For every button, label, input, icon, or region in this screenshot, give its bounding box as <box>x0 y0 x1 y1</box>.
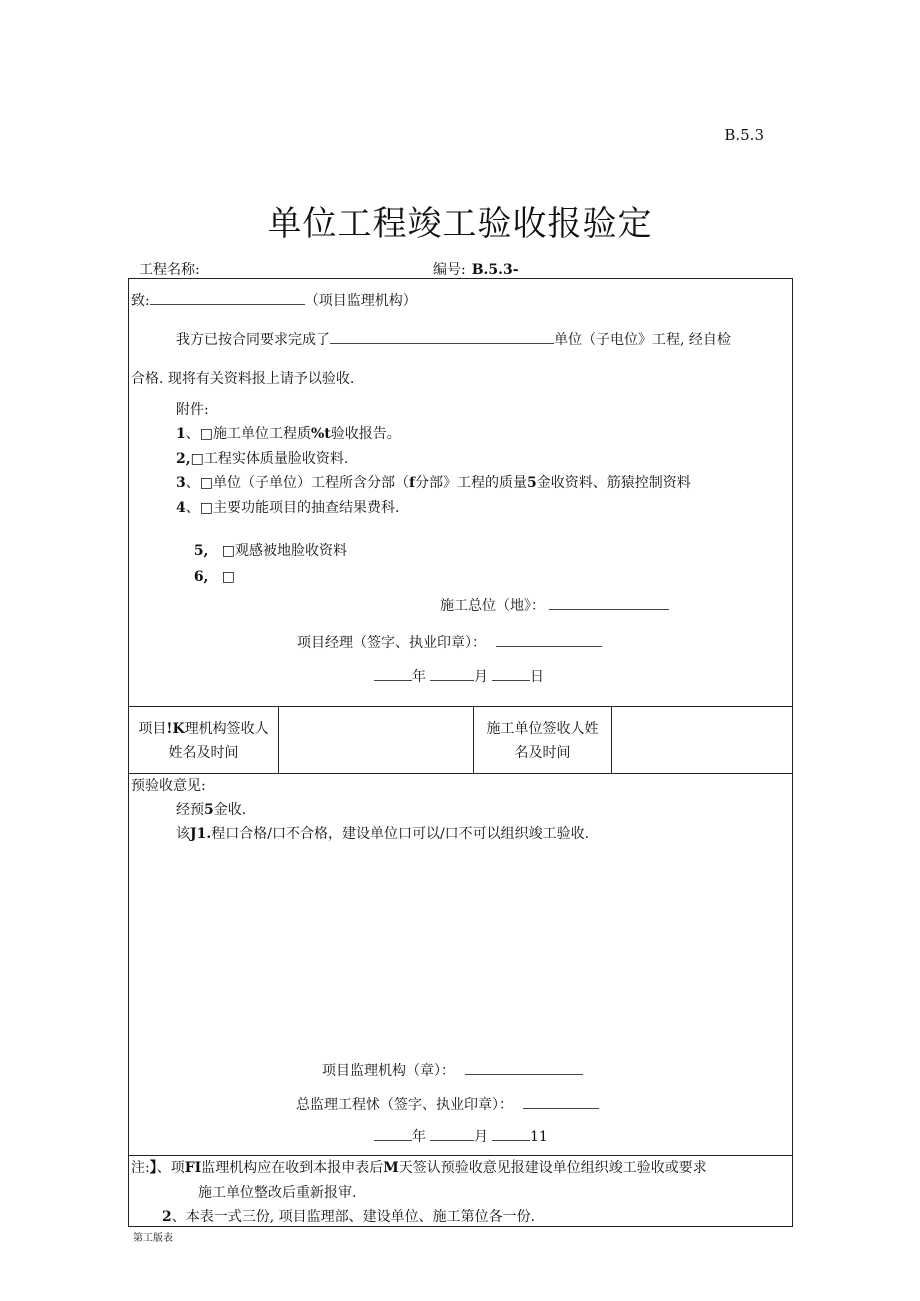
opinion-text: 程口合格/口不合格，建设单位口可以/口不可以组织竣工验收. <box>211 826 590 842</box>
contractor-blank <box>549 597 669 610</box>
attachment-num: 5, <box>193 543 209 559</box>
note-1 <box>131 1159 707 1177</box>
note-num: 】 <box>149 1160 157 1176</box>
body-line-2: 合格. 现将有关资料报上请予以验收. <box>131 371 355 387</box>
attachment-text: □ <box>208 569 236 585</box>
org-label: 项目监理机构（章）： <box>322 1063 455 1079</box>
opinion-text: 5 <box>204 802 214 818</box>
opinion-text: J1. <box>190 826 212 842</box>
day-blank <box>492 1128 530 1141</box>
body-suffix: 单位（子电位》工程, 经自检 <box>554 332 731 348</box>
opinion-text: 金收. <box>213 802 247 818</box>
attachment-num: 1 <box>176 426 186 442</box>
attachments-label: 附件: <box>176 402 209 418</box>
note-text: 、项 <box>156 1160 185 1176</box>
attachment-tail: 分部》工程的质量 <box>415 475 528 491</box>
attachment-item <box>176 425 401 443</box>
opinion-label: 预验收意见: <box>131 778 206 794</box>
opinion-text: 该 <box>176 826 190 842</box>
attachment-text: □工程实体质量脸收资料. <box>190 451 349 467</box>
chief-blank <box>523 1096 599 1109</box>
signoff-text: 名及时间 <box>514 745 571 761</box>
to-label: 致: <box>131 293 150 309</box>
date-month: 月 <box>474 1129 488 1145</box>
contractor-signoff-label <box>474 717 611 765</box>
body-line-1 <box>176 331 731 349</box>
contractor-label: 施工总位（地》： <box>440 598 545 614</box>
manager-line <box>297 634 602 652</box>
attachment-text: □观感被地脸收资料 <box>208 543 348 559</box>
signoff-text: !K <box>166 721 185 737</box>
date-day: 11 <box>530 1129 548 1145</box>
to-blank <box>150 292 305 305</box>
attachment-item <box>176 450 348 468</box>
submission-date <box>374 668 544 686</box>
notes-label: 注: <box>131 1160 150 1176</box>
year-blank <box>374 1128 412 1141</box>
attachment-sep: 、 <box>185 500 200 516</box>
date-year: 年 <box>412 669 426 685</box>
divider <box>129 706 792 707</box>
contractor-line <box>440 597 669 615</box>
date-day: 日 <box>530 669 544 685</box>
page-title: 单位工程竣工验收报验定 <box>267 204 653 244</box>
contractor-signoff-value[interactable] <box>612 717 792 765</box>
signoff-text: 姓名及时间 <box>168 745 239 761</box>
supervisor-signoff-value[interactable] <box>279 717 473 765</box>
manager-label: 项目经理（签字、执业印章）： <box>297 635 486 651</box>
day-blank <box>492 668 530 681</box>
note-2 <box>162 1208 535 1226</box>
signoff-text: 理机构签收人 <box>184 721 269 737</box>
attachment-sep: 、 <box>185 426 200 442</box>
attachment-tail: 验收报告。 <box>330 426 401 442</box>
note-text: 天签认预验收意见报建设单位组织竣工验收或要求 <box>398 1160 707 1176</box>
opinion-text: 经预 <box>176 802 204 818</box>
year-blank <box>374 668 412 681</box>
note-num: 2 <box>162 1209 172 1225</box>
divider <box>129 1155 792 1156</box>
org-line <box>322 1062 583 1080</box>
note-text: M <box>383 1160 399 1176</box>
note-text: 监理机构应在收到本报申表后 <box>201 1160 384 1176</box>
attachment-item <box>176 499 399 517</box>
attachment-num: 3 <box>176 475 186 491</box>
form-table <box>128 278 793 1227</box>
attachment-sep: 、 <box>185 475 200 491</box>
unit-blank <box>330 331 554 344</box>
date-year: 年 <box>412 1129 426 1145</box>
signoff-text: 项目 <box>138 721 167 737</box>
footer-text: 第工版表 <box>133 1233 173 1244</box>
attachment-item <box>176 474 691 492</box>
month-blank <box>430 1128 474 1141</box>
attachment-bold: f <box>408 475 416 491</box>
body-prefix: 我方已按合同要求完成了 <box>176 332 330 348</box>
manager-blank <box>496 634 602 647</box>
preinspection-date <box>374 1128 548 1146</box>
signoff-text: 施工单位签收人姓 <box>486 721 599 737</box>
number-field <box>433 259 519 279</box>
attachment-num: 4 <box>176 500 186 516</box>
chief-line <box>296 1096 599 1114</box>
to-line <box>131 292 417 310</box>
attachment-bold: 5 <box>527 475 537 491</box>
opinion-line-2 <box>176 825 589 843</box>
date-month: 月 <box>474 669 488 685</box>
note-text: FI <box>184 1160 202 1176</box>
note-1-line-2: 施工单位整改后重新报审. <box>198 1185 357 1201</box>
attachment-bold: %t <box>310 426 331 442</box>
chief-label: 总监理工程怵（签字、执业印章）： <box>296 1097 513 1113</box>
month-blank <box>430 668 474 681</box>
project-name-label: 工程名称: <box>139 262 200 278</box>
attachment-tail: 金收资料、筋猿控制资料 <box>536 475 691 491</box>
divider <box>129 773 792 774</box>
number-value: B.5.3- <box>471 262 519 278</box>
attachment-num: 6, <box>193 569 209 585</box>
attachment-text: □施工单位工程质 <box>199 426 311 442</box>
org-blank <box>465 1062 583 1075</box>
attachment-text: □主要功能项目的抽查结果费科. <box>199 500 400 516</box>
note-text: 、本表一式三份, 项目监理部、建设单位、施工第位各一份. <box>171 1209 536 1225</box>
attachment-num: 2, <box>176 451 191 467</box>
number-label: 编号: <box>433 262 466 278</box>
to-suffix: （项目监理机构） <box>304 293 417 309</box>
attachment-text: □单位（子单位）工程所含分部（ <box>199 475 409 491</box>
attachment-item <box>176 550 235 604</box>
opinion-line-1 <box>176 801 246 819</box>
form-code: B.5.3 <box>724 126 764 144</box>
supervisor-signoff-label <box>129 717 278 765</box>
